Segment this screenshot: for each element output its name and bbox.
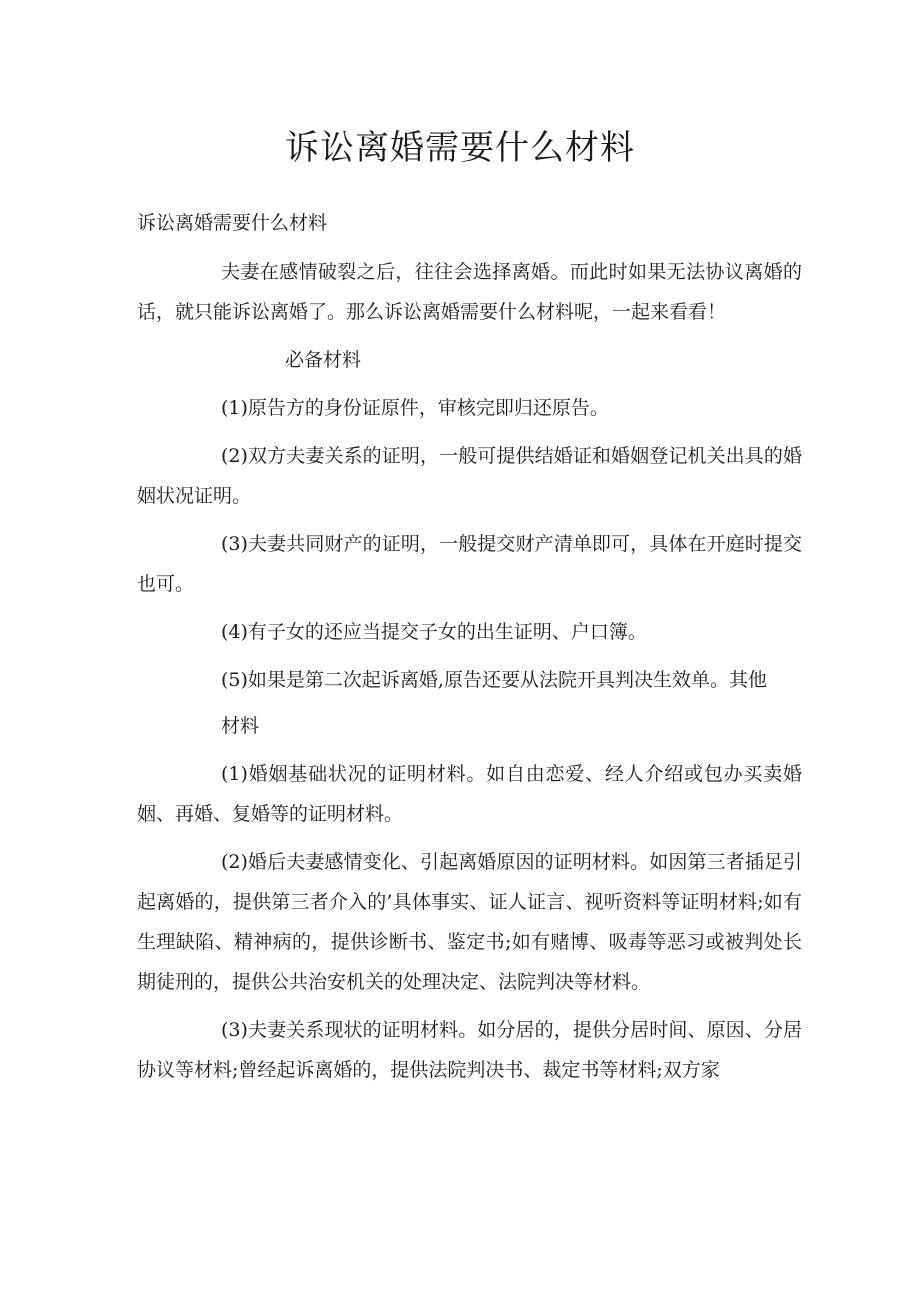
other-item: (2)婚后夫妻感情变化、引起离婚原因的证明材料。如因第三者插足引起离婚的，提供第三者介入的’具体事实、证人证言、视听资料等证明材料;如有生理缺陷、精神病的，提供诊断书、鉴定书;如有赌博、吸毒等恶习或被判处长期徒刑的，提供公共治安机关的处理决定、法院判决等材料。	[137, 851, 802, 993]
document-body	[137, 252, 802, 1098]
document-subtitle: 诉讼离婚需要什么材料	[137, 212, 328, 234]
document-title: 诉讼离婚需要什么材料	[285, 128, 635, 168]
required-item: (5)如果是第二次起诉离婚,原告还要从法院开具判决生效单。其他	[221, 669, 767, 691]
required-item: (4)有子女的还应当提交子女的出生证明、户口簿。	[221, 621, 647, 643]
required-item: (1)原告方的身份证原件，审核完即归还原告。	[221, 397, 609, 419]
other-item: (3)夫妻关系现状的证明材料。如分居的，提供分居时间、原因、分居协议等材料;曾经起诉离婚的，提供法院判决书、裁定书等材料;双方家	[137, 1019, 802, 1081]
required-item: (2)双方夫妻关系的证明，一般可提供结婚证和婚姻登记机关出具的婚姻状况证明。	[137, 445, 802, 507]
other-materials-heading: 材料	[221, 715, 260, 737]
required-item: (3)夫妻共同财产的证明，一般提交财产清单即可，具体在开庭时提交也可。	[137, 533, 802, 595]
required-materials-heading: 必备材料	[285, 349, 362, 371]
intro-paragraph: 夫妻在感情破裂之后，往往会选择离婚。而此时如果无法协议离婚的话，就只能诉讼离婚了。那么诉讼离婚需要什么材料呢，一起来看看！	[137, 261, 802, 323]
other-item: (1)婚姻基础状况的证明材料。如自由恋爱、经人介绍或包办买卖婚姻、再婚、复婚等的证明材料。	[137, 763, 802, 825]
